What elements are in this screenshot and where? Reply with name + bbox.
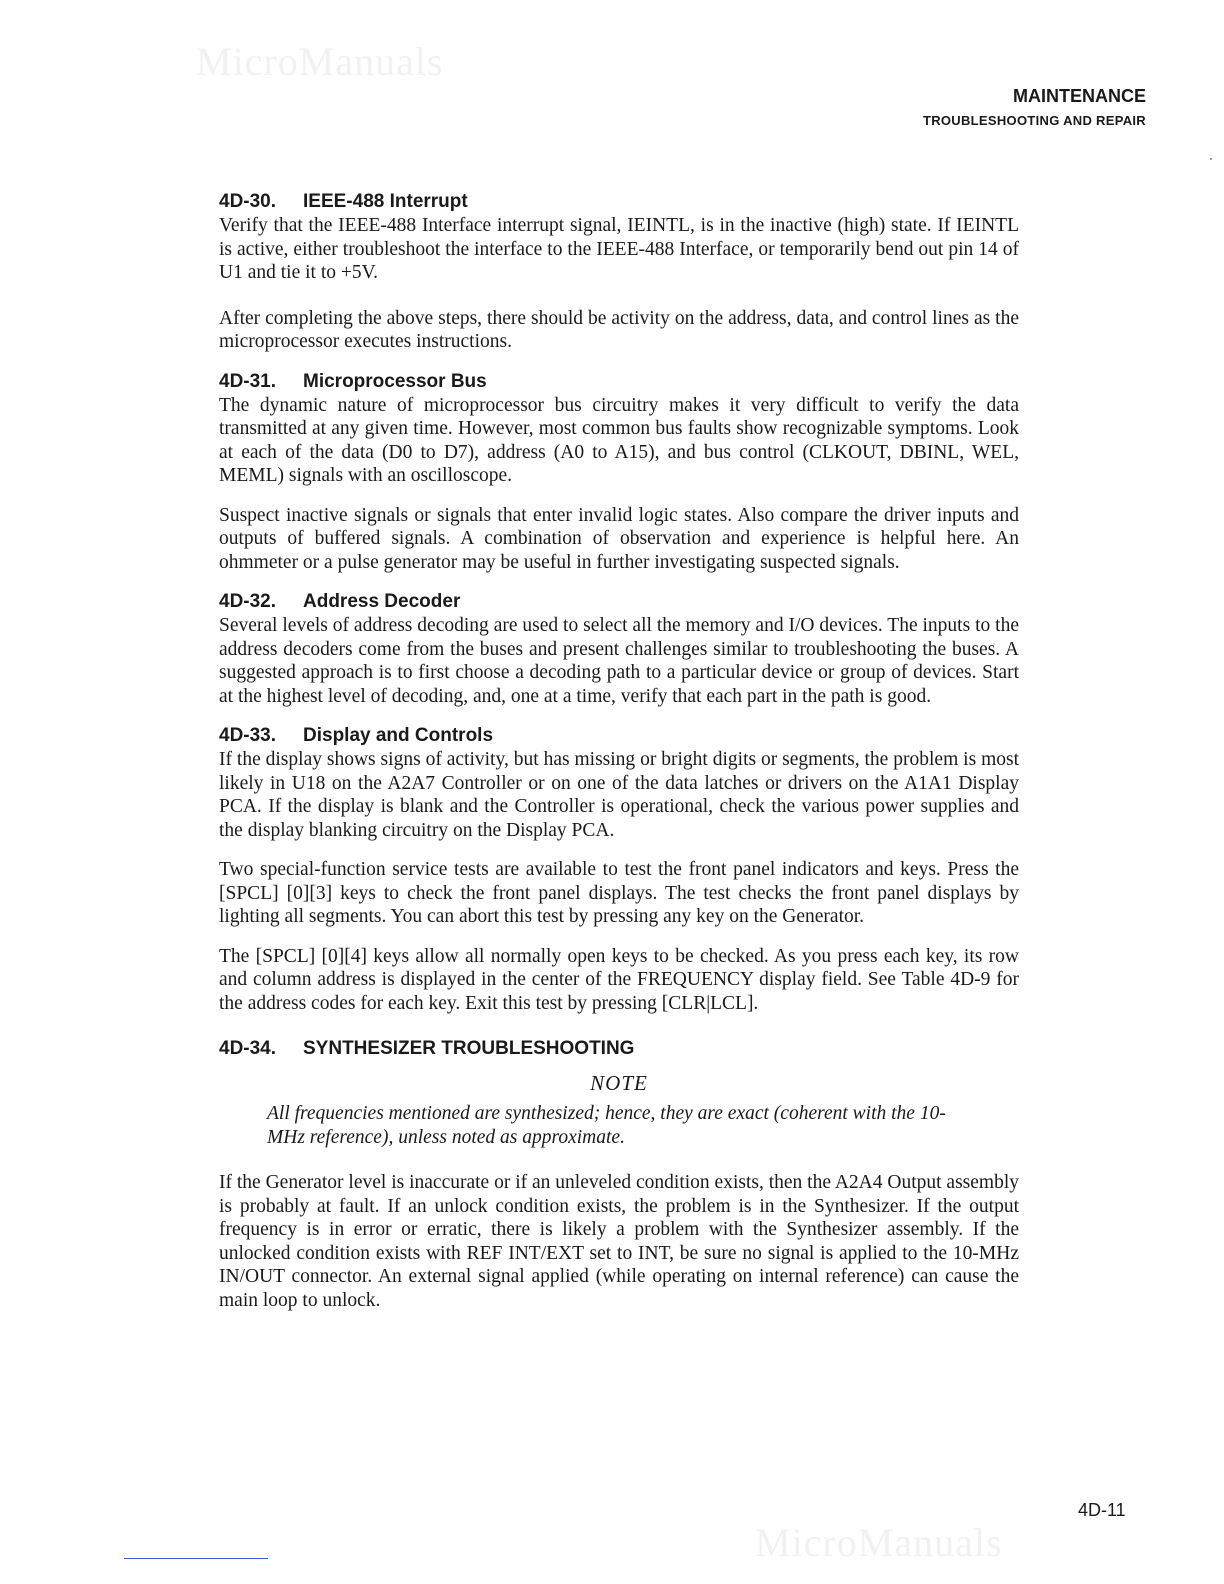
section-heading-4d-30 [219,190,1019,214]
paragraph: The [SPCL] [0][4] keys allow all normally open keys to be checked. As you press each key, its row and column address is displayed in the center of the FREQUENCY display field. See Table 4D-9 for the address codes for each key. Exit this test by pressing [CLR|LCL]. [219,945,1019,1014]
running-header-subtitle: TROUBLESHOOTING AND REPAIR [922,113,1146,128]
note-label: NOTE [590,1071,648,1095]
section-heading-4d-33 [219,724,1019,748]
paragraph: If the Generator level is inaccurate or if an unleveled condition exists, then the A2A4 Output assembly is probably at fault. If an unlock condition exists, the problem is in the Synthesizer. If the output frequency is in error or erratic, there is likely a problem with the Synthesizer assembly. If the unlocked condition exists with REF INT/EXT set to INT, be sure no signal is applied to the 10-MHz IN/OUT connector. An external signal applied (while operating on internal reference) can cause the main loop to unlock. [219,1172,1019,1311]
section-heading-4d-34 [219,1037,1019,1061]
paragraph: After completing the above steps, there should be activity on the address, data, and control lines as the microprocessor executes instructions. [219,307,1019,352]
paragraph: If the display shows signs of activity, but has missing or bright digits or segments, the problem is most likely in U18 on the A2A7 Controller or on one of the data latches or drivers on the A1A1 Display PCA. If the display is blank and the Controller is operational, check the various power supplies and the display blanking circuitry on the Display PCA. [219,749,1019,841]
section-title: Address Decoder [303,591,461,612]
page-body [219,190,1019,1312]
paragraph: Verify that the IEEE-488 Interface interrupt signal, IEINTL, is in the inactive (high) state. If IEINTL is active, either troubleshoot the interface to the IEEE-488 Interface, or temporarily bend out pin 14 of U1 and tie it to +5V. [219,215,1019,283]
paragraph: Several levels of address decoding are used to select all the memory and I/O devices. The inputs to the address decoders come from the buses and present challenges similar to troubleshooting the buses. A suggested approach is to first choose a decoding path to a particular device or group of devices. Start at the highest level of decoding, and, one at a time, verify that each part in the path is good. [219,615,1019,707]
paragraph: Two special-function service tests are available to test the front panel indicators and keys. Press the [SPCL] [0][3] keys to check the front panel displays. The test checks the front panel displays by lighting all segments. You can abort this test by pressing any key on the Generator. [219,859,1019,927]
paragraph: Suspect inactive signals or signals that enter invalid logic states. Also compare the driver inputs and outputs of buffered signals. A combination of observation and experience is helpful here. An ohmmeter or a pulse generator may be useful in further investigating suspected signals. [219,504,1019,573]
scan-speck [1210,158,1212,160]
paragraph: The dynamic nature of microprocessor bus circuitry makes it very difficult to verify the data transmitted at any given time. However, most common bus faults show recognizable symptoms. Look at each of the data (D0 to D7), address (A0 to A15), and bus control (CLKOUT, DBINL, WEL, MEML) signals with an oscilloscope. [219,394,1019,486]
section-number: 4D-33. [219,725,277,746]
section-title: SYNTHESIZER TROUBLESHOOTING [303,1038,635,1059]
section-heading-4d-31 [219,370,1019,394]
watermark-top: MicroManuals [196,39,444,84]
section-heading-4d-32 [219,590,1019,614]
section-title: Microprocessor Bus [303,370,487,392]
watermark-bottom: MicroManuals [755,1520,1003,1565]
page-number: 4D-11 [1078,1500,1126,1520]
running-header-title: MAINTENANCE [1013,86,1146,106]
section-number: 4D-31. [219,370,277,392]
section-number: 4D-30. [219,191,277,212]
note-text: All frequencies mentioned are synthesized; hence, they are exact (coherent with the 10-MHz reference), unless noted as approximate. [267,1103,946,1148]
section-number: 4D-32. [219,591,277,612]
section-title: Display and Controls [303,725,494,746]
footer-rule [124,1558,268,1559]
section-number: 4D-34. [219,1038,277,1059]
section-title: IEEE-488 Interrupt [303,191,468,212]
